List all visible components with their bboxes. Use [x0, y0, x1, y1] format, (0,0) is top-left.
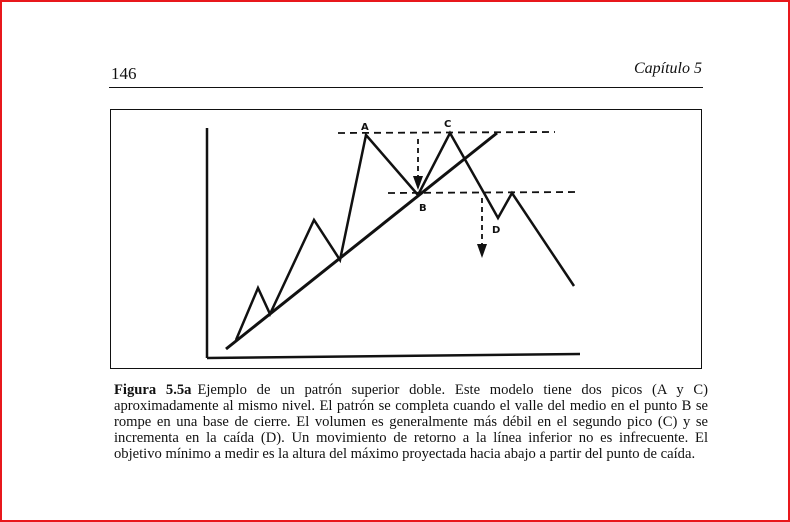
point-label-a: A	[361, 122, 369, 133]
point-label-d: D	[492, 225, 501, 236]
figure-caption	[114, 382, 708, 462]
target-arrow-head	[477, 244, 487, 258]
chapter-title: Capítulo 5	[633, 60, 702, 77]
top-dashed-line	[338, 132, 555, 133]
x-axis	[207, 354, 580, 358]
caption-text: Ejemplo de un patrón superior doble. Este modelo tiene dos picos (A y C) aproximadamente al mismo nivel. El patrón se completa cuando el valle del medio en el punto B se rompe en una base de cierre. El volumen es generalmente más débil en el segundo pico (C) y se incrementa en la caída (D). Un movimiento de retorno a la línea inferior no es infrecuente. El objetivo mínimo a medir es la altura del máximo proyectada hacia abajo a partir del punto de caída.	[114, 382, 708, 462]
point-label-b: B	[419, 203, 427, 214]
price-line	[236, 133, 574, 340]
point-label-c: C	[444, 119, 452, 130]
trendline	[226, 133, 497, 349]
page-number: 146	[111, 64, 137, 83]
caption-label: Figura 5.5a	[114, 382, 192, 398]
